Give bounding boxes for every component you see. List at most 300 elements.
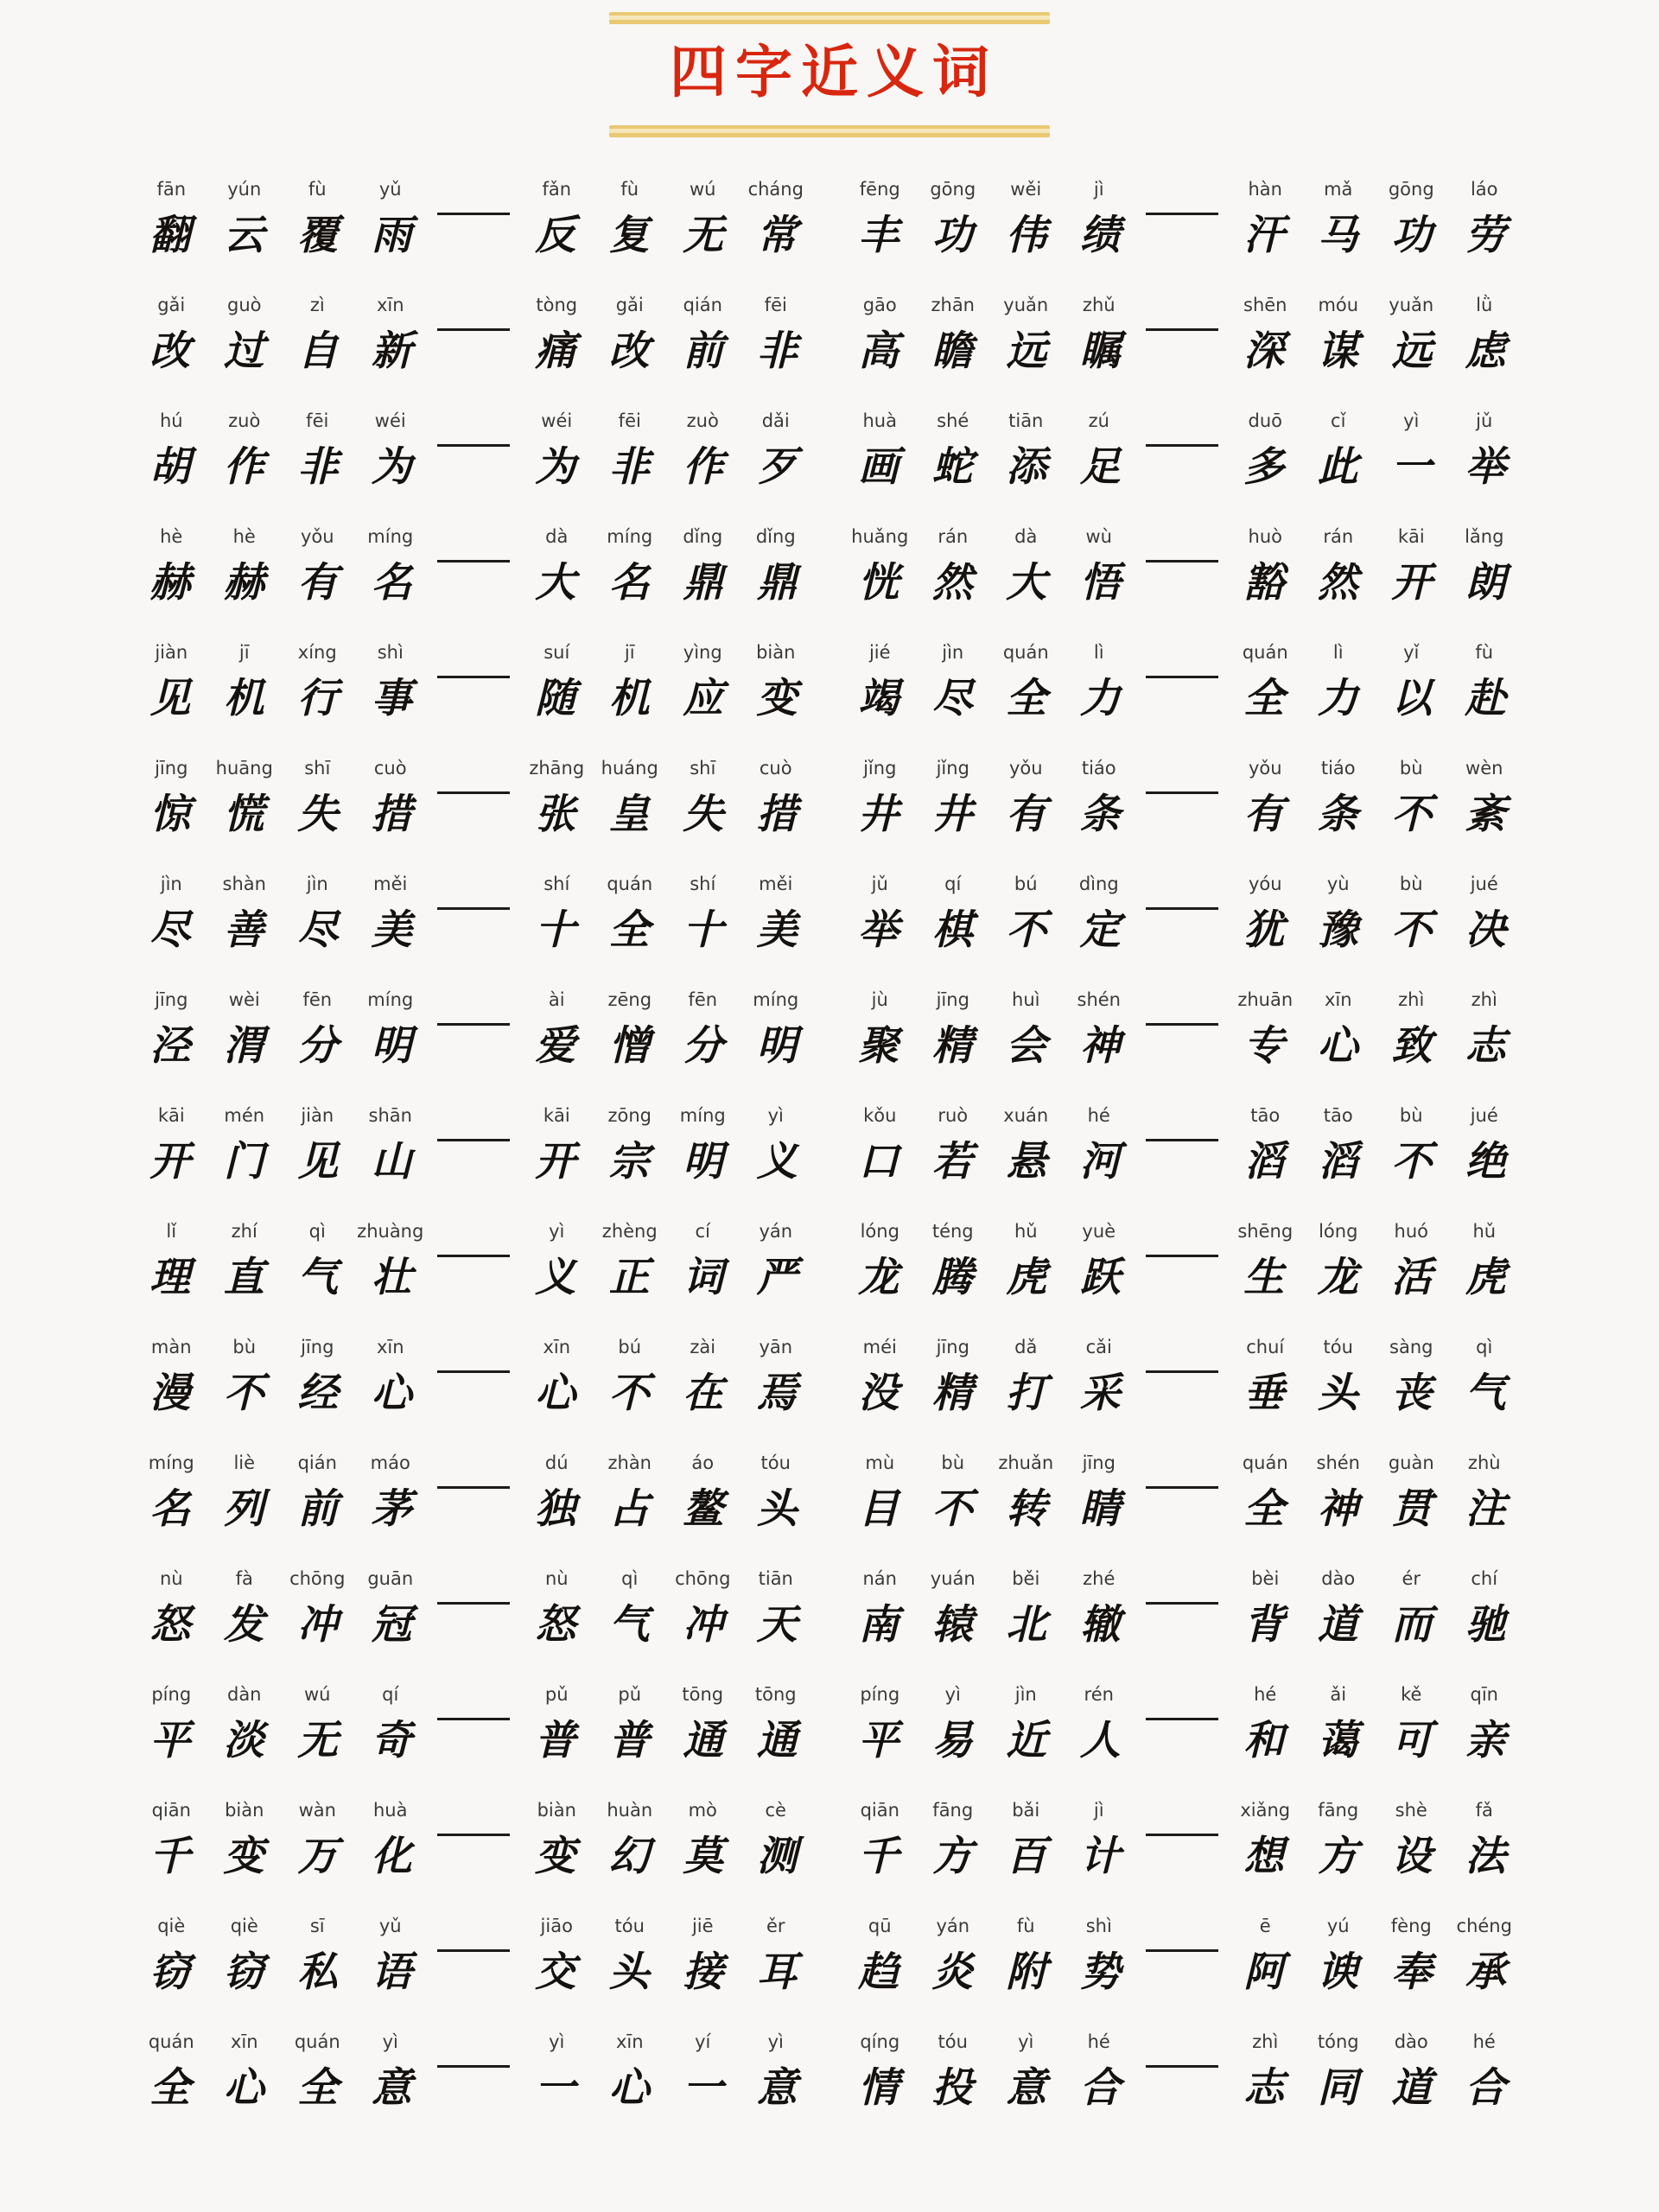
- hanzi-character: 神: [1079, 1023, 1121, 1069]
- hanzi-character: 意: [1006, 2065, 1047, 2111]
- pinyin-syllable: fǎn: [542, 178, 572, 200]
- idiom-term-right: [515, 1217, 817, 1303]
- hanzi-character: 不: [223, 1370, 264, 1416]
- hanzi-row: [515, 1477, 817, 1535]
- hanzi-character: 蔼: [1317, 1718, 1358, 1764]
- pinyin-syllable: bù: [232, 1336, 257, 1357]
- hanzi-row: [130, 1014, 432, 1071]
- pinyin-row: [515, 1449, 817, 1473]
- equivalence-dash: [432, 1223, 515, 1290]
- hanzi-character: 分: [683, 1023, 724, 1069]
- idiom-pair-row: [838, 175, 1529, 291]
- pinyin-syllable: mǎ: [1324, 178, 1353, 200]
- hanzi-character: 附: [1006, 1949, 1047, 1995]
- equivalence-dash: [432, 2033, 515, 2101]
- idiom-term-right: [515, 986, 817, 1071]
- pinyin-syllable: cǎi: [1085, 1336, 1112, 1357]
- pinyin-syllable: yǔ: [378, 1915, 402, 1936]
- hanzi-character: 添: [1006, 444, 1047, 490]
- hanzi-character: 朗: [1465, 560, 1506, 606]
- pinyin-syllable: tóu: [760, 1452, 791, 1473]
- hanzi-character: 语: [371, 1949, 412, 1995]
- idiom-pair-row: [838, 1102, 1529, 1217]
- hanzi-character: 非: [608, 444, 650, 490]
- idiom-term-left: [838, 1333, 1141, 1419]
- pinyin-row: [838, 1681, 1141, 1705]
- hanzi-character: 方: [1317, 1834, 1358, 1879]
- pinyin-syllable: tóu: [1323, 1336, 1353, 1357]
- hanzi-character: 有: [1006, 791, 1047, 837]
- hanzi-character: 注: [1465, 1486, 1506, 1532]
- hanzi-character: 无: [297, 1718, 339, 1764]
- hanzi-character: 不: [1006, 907, 1047, 953]
- pinyin-syllable: qiè: [157, 1915, 186, 1936]
- pinyin-row: [515, 1681, 817, 1705]
- hanzi-character: 瞻: [931, 328, 973, 374]
- idiom-term-right: [515, 639, 817, 724]
- pinyin-row: [515, 1912, 817, 1936]
- pinyin-syllable: shén: [1316, 1452, 1360, 1473]
- hanzi-row: [838, 782, 1141, 840]
- hanzi-character: 歹: [756, 444, 798, 490]
- pinyin-syllable: bú: [618, 1336, 642, 1357]
- hanzi-row: [515, 1824, 817, 1882]
- hanzi-character: 自: [297, 328, 339, 374]
- pinyin-syllable: jīng: [155, 988, 188, 1010]
- idiom-term-right: [515, 870, 817, 956]
- pinyin-syllable: lì: [1332, 641, 1344, 663]
- hanzi-row: [515, 1592, 817, 1650]
- pinyin-row: [1224, 175, 1526, 200]
- pinyin-row: [838, 1217, 1141, 1242]
- hanzi-row: [838, 1014, 1141, 1071]
- hanzi-character: 合: [1465, 2065, 1506, 2111]
- pinyin-syllable: hǔ: [1014, 1220, 1038, 1242]
- hanzi-character: 事: [371, 676, 412, 721]
- hanzi-character: 豫: [1317, 907, 1358, 953]
- hanzi-character: 全: [297, 2065, 339, 2111]
- pinyin-syllable: yuǎn: [1389, 294, 1434, 315]
- hanzi-character: 全: [149, 2065, 191, 2111]
- hanzi-row: [515, 1129, 817, 1187]
- hanzi-character: 泾: [149, 1023, 191, 1069]
- hanzi-character: 天: [756, 1602, 798, 1648]
- pinyin-syllable: gāo: [862, 294, 897, 315]
- pinyin-syllable: zhǔ: [1082, 294, 1116, 315]
- idiom-columns: [0, 175, 1659, 2144]
- hanzi-character: 志: [1465, 1023, 1506, 1069]
- pinyin-syllable: qū: [868, 1915, 892, 1936]
- pinyin-syllable: jīng: [936, 988, 969, 1010]
- hanzi-character: 爱: [535, 1023, 576, 1069]
- pinyin-syllable: lǐ: [166, 1220, 177, 1242]
- hanzi-character: 滔: [1243, 1139, 1285, 1185]
- hanzi-character: 采: [1079, 1370, 1121, 1416]
- pinyin-syllable: yuǎn: [1003, 294, 1049, 315]
- hanzi-character: 通: [756, 1718, 798, 1764]
- pinyin-syllable: tōng: [754, 1683, 797, 1705]
- hanzi-character: 措: [371, 791, 412, 837]
- pinyin-syllable: bù: [941, 1452, 965, 1473]
- hanzi-character: 气: [608, 1602, 650, 1648]
- pinyin-syllable: fēn: [688, 988, 718, 1010]
- pinyin-syllable: qì: [308, 1220, 326, 1242]
- hanzi-character: 机: [608, 676, 650, 721]
- hanzi-character: 明: [371, 1023, 412, 1069]
- hanzi-character: 志: [1243, 2065, 1285, 2111]
- pinyin-syllable: jì: [1093, 178, 1104, 200]
- hanzi-character: 善: [223, 907, 264, 953]
- pinyin-syllable: jǐng: [936, 757, 969, 779]
- hanzi-character: 而: [1391, 1602, 1433, 1648]
- pinyin-syllable: bù: [1399, 757, 1423, 779]
- idiom-term-left: [838, 407, 1141, 493]
- pinyin-syllable: gōng: [1388, 178, 1434, 200]
- pinyin-syllable: zhé: [1083, 1567, 1116, 1589]
- pinyin-syllable: huó: [1394, 1220, 1428, 1242]
- pinyin-syllable: jìn: [160, 873, 182, 894]
- hanzi-character: 焉: [756, 1370, 798, 1416]
- hanzi-character: 常: [756, 213, 798, 258]
- idiom-term-left: [838, 870, 1141, 956]
- hanzi-character: 远: [1006, 328, 1047, 374]
- hanzi-character: 壮: [371, 1255, 412, 1300]
- pinyin-syllable: mò: [688, 1799, 717, 1821]
- pinyin-syllable: guàn: [1388, 1452, 1434, 1473]
- pinyin-syllable: yìng: [683, 641, 722, 663]
- pinyin-syllable: shé: [937, 410, 969, 431]
- hanzi-character: 举: [858, 907, 899, 953]
- pinyin-syllable: tōng: [682, 1683, 724, 1705]
- hanzi-character: 前: [297, 1486, 339, 1532]
- pinyin-syllable: shēng: [1237, 1220, 1294, 1242]
- pinyin-syllable: jìn: [942, 641, 964, 663]
- pinyin-syllable: zhuàng: [357, 1220, 424, 1242]
- hanzi-row: [1224, 1940, 1526, 1998]
- pinyin-syllable: cǐ: [1331, 410, 1346, 431]
- hanzi-character: 辙: [1079, 1602, 1121, 1648]
- pinyin-syllable: huì: [1012, 988, 1040, 1010]
- pinyin-syllable: xīn: [615, 2031, 644, 2052]
- hanzi-character: 近: [1006, 1718, 1047, 1764]
- pinyin-row: [838, 291, 1141, 315]
- pinyin-syllable: yún: [227, 178, 262, 200]
- idiom-column-left: [130, 175, 821, 2144]
- hanzi-character: 奇: [371, 1718, 412, 1764]
- equivalence-dash: [432, 1570, 515, 1637]
- idiom-term-right: [515, 1333, 817, 1419]
- hanzi-character: 雨: [371, 213, 412, 258]
- equivalence-dash: [432, 1107, 515, 1174]
- hanzi-row: [130, 203, 432, 261]
- pinyin-syllable: chōng: [289, 1567, 346, 1589]
- hanzi-character: 人: [1079, 1718, 1121, 1764]
- pinyin-syllable: qì: [621, 1567, 639, 1589]
- hanzi-character: 意: [756, 2065, 798, 2111]
- hanzi-character: 犹: [1243, 907, 1285, 953]
- idiom-term-right: [1224, 291, 1526, 377]
- idiom-term-right: [1224, 407, 1526, 493]
- pinyin-syllable: zhì: [1471, 988, 1497, 1010]
- pinyin-syllable: fēn: [302, 988, 333, 1010]
- pinyin-syllable: quán: [607, 873, 653, 894]
- hanzi-character: 茅: [371, 1486, 412, 1532]
- pinyin-row: [515, 986, 817, 1010]
- hanzi-character: 覆: [297, 213, 339, 258]
- pinyin-syllable: qíng: [860, 2031, 900, 2052]
- hanzi-row: [515, 1940, 817, 1998]
- pinyin-syllable: chuí: [1246, 1336, 1285, 1357]
- idiom-pair-row: [130, 1217, 821, 1333]
- hanzi-character: 精: [931, 1023, 973, 1069]
- pinyin-syllable: ruò: [938, 1104, 969, 1126]
- pinyin-syllable: yán: [936, 1915, 970, 1936]
- hanzi-character: 高: [858, 328, 899, 374]
- pinyin-syllable: yóu: [1248, 873, 1282, 894]
- hanzi-character: 井: [931, 791, 973, 837]
- hanzi-character: 紊: [1465, 791, 1506, 837]
- idiom-pair-row: [838, 291, 1529, 407]
- pinyin-row: [515, 754, 817, 779]
- pinyin-syllable: wéi: [374, 410, 406, 431]
- pinyin-syllable: quán: [1242, 1452, 1288, 1473]
- hanzi-character: 设: [1391, 1834, 1433, 1879]
- hanzi-character: 怒: [535, 1602, 576, 1648]
- hanzi-row: [130, 782, 432, 840]
- hanzi-character: 恍: [858, 560, 899, 606]
- pinyin-row: [838, 2028, 1141, 2052]
- hanzi-character: 虎: [1465, 1255, 1506, 1300]
- hanzi-character: 绩: [1079, 213, 1121, 258]
- hanzi-character: 变: [223, 1834, 264, 1879]
- hanzi-row: [130, 550, 432, 608]
- pinyin-row: [1224, 754, 1526, 779]
- pinyin-syllable: kě: [1401, 1683, 1422, 1705]
- pinyin-syllable: rán: [1323, 525, 1354, 547]
- equivalence-dash: [1141, 1107, 1224, 1174]
- hanzi-character: 非: [297, 444, 339, 490]
- hanzi-character: 名: [371, 560, 412, 606]
- hanzi-row: [130, 2056, 432, 2113]
- hanzi-character: 方: [931, 1834, 973, 1879]
- pinyin-row: [130, 639, 432, 663]
- pinyin-row: [130, 870, 432, 894]
- pinyin-syllable: xīn: [543, 1336, 571, 1357]
- pinyin-syllable: dǎ: [1014, 1336, 1038, 1357]
- pinyin-syllable: guān: [367, 1567, 414, 1589]
- hanzi-character: 气: [297, 1255, 339, 1300]
- hanzi-row: [1224, 898, 1526, 956]
- hanzi-character: 经: [297, 1370, 339, 1416]
- pinyin-syllable: bù: [1399, 873, 1423, 894]
- pinyin-row: [1224, 870, 1526, 894]
- hanzi-character: 应: [683, 676, 724, 721]
- pinyin-syllable: fēi: [306, 410, 329, 431]
- hanzi-character: 发: [223, 1602, 264, 1648]
- idiom-term-right: [1224, 639, 1526, 724]
- pinyin-row: [130, 1217, 432, 1242]
- pinyin-syllable: jīng: [155, 757, 188, 779]
- hanzi-character: 滔: [1317, 1139, 1358, 1185]
- hanzi-row: [1224, 666, 1526, 724]
- pinyin-syllable: jǔ: [1476, 410, 1493, 431]
- idiom-term-left: [838, 2028, 1141, 2113]
- pinyin-syllable: yì: [382, 2031, 398, 2052]
- pinyin-syllable: fāng: [1318, 1799, 1359, 1821]
- pinyin-syllable: zú: [1088, 410, 1109, 431]
- pinyin-syllable: dǐng: [755, 525, 796, 547]
- hanzi-character: 严: [756, 1255, 798, 1300]
- pinyin-syllable: kāi: [157, 1104, 185, 1126]
- hanzi-character: 千: [858, 1834, 899, 1879]
- pinyin-syllable: jī: [624, 641, 635, 663]
- hanzi-character: 汗: [1243, 213, 1285, 258]
- pinyin-syllable: zhì: [1398, 988, 1425, 1010]
- pinyin-syllable: nù: [159, 1567, 183, 1589]
- pinyin-syllable: shēn: [1243, 294, 1287, 315]
- idiom-pair-row: [130, 523, 821, 639]
- equivalence-dash: [1141, 528, 1224, 595]
- pinyin-syllable: hè: [160, 525, 183, 547]
- pinyin-syllable: bèi: [1251, 1567, 1280, 1589]
- hanzi-row: [1224, 2056, 1526, 2113]
- pinyin-row: [1224, 1449, 1526, 1473]
- hanzi-row: [130, 1824, 432, 1882]
- hanzi-character: 憎: [608, 1023, 650, 1069]
- pinyin-row: [1224, 1217, 1526, 1242]
- pinyin-syllable: fēi: [764, 294, 787, 315]
- pinyin-syllable: sàng: [1389, 1336, 1433, 1357]
- idiom-term-right: [515, 1912, 817, 1998]
- hanzi-character: 幻: [608, 1834, 650, 1879]
- hanzi-character: 活: [1391, 1255, 1433, 1300]
- hanzi-row: [838, 1477, 1141, 1535]
- hanzi-character: 复: [608, 213, 650, 258]
- pinyin-syllable: fāng: [932, 1799, 974, 1821]
- pinyin-syllable: lóng: [1319, 1220, 1358, 1242]
- pinyin-syllable: shī: [690, 757, 716, 779]
- pinyin-syllable: fù: [1016, 1915, 1035, 1936]
- hanzi-character: 头: [756, 1486, 798, 1532]
- hanzi-character: 正: [608, 1255, 650, 1300]
- pinyin-syllable: yú: [1326, 1915, 1350, 1936]
- pinyin-row: [130, 2028, 432, 2052]
- hanzi-character: 一: [535, 2065, 576, 2111]
- hanzi-character: 头: [608, 1949, 650, 1995]
- hanzi-character: 深: [1243, 328, 1285, 374]
- hanzi-character: 化: [371, 1834, 412, 1879]
- hanzi-character: 伟: [1006, 213, 1047, 258]
- hanzi-character: 山: [371, 1139, 412, 1185]
- pinyin-syllable: xuán: [1003, 1104, 1049, 1126]
- idiom-pair-row: [130, 870, 821, 986]
- pinyin-syllable: tóng: [1317, 2031, 1359, 2052]
- hanzi-character: 目: [858, 1486, 899, 1532]
- hanzi-character: 多: [1243, 444, 1285, 490]
- equivalence-dash: [1141, 296, 1224, 364]
- pinyin-syllable: fù: [1475, 641, 1494, 663]
- hanzi-character: 井: [858, 791, 899, 837]
- pinyin-row: [130, 986, 432, 1010]
- pinyin-syllable: yì: [767, 1104, 784, 1126]
- hanzi-character: 然: [931, 560, 973, 606]
- pinyin-syllable: yān: [759, 1336, 793, 1357]
- hanzi-character: 见: [149, 676, 191, 721]
- hanzi-character: 云: [223, 213, 264, 258]
- equivalence-dash: [432, 1802, 515, 1869]
- pinyin-row: [838, 1796, 1141, 1821]
- idiom-term-right: [515, 1796, 817, 1882]
- pinyin-row: [515, 523, 817, 547]
- pinyin-syllable: gōng: [930, 178, 976, 200]
- pinyin-syllable: huò: [1248, 525, 1282, 547]
- pinyin-syllable: liè: [233, 1452, 256, 1473]
- pinyin-syllable: wú: [690, 178, 716, 200]
- hanzi-character: 在: [683, 1370, 724, 1416]
- pinyin-row: [515, 175, 817, 200]
- idiom-pair-row: [130, 1796, 821, 1912]
- hanzi-character: 以: [1391, 676, 1433, 721]
- hanzi-character: 转: [1006, 1486, 1047, 1532]
- pinyin-syllable: láo: [1470, 178, 1498, 200]
- pinyin-syllable: sī: [309, 1915, 325, 1936]
- hanzi-character: 功: [931, 213, 973, 258]
- pinyin-syllable: míng: [607, 525, 653, 547]
- pinyin-syllable: dà: [1014, 525, 1038, 547]
- pinyin-row: [1224, 291, 1526, 315]
- pinyin-syllable: shí: [690, 873, 716, 894]
- hanzi-character: 赫: [149, 560, 191, 606]
- hanzi-row: [1224, 1129, 1526, 1187]
- idiom-term-right: [1224, 1449, 1526, 1535]
- hanzi-character: 悟: [1079, 560, 1121, 606]
- equivalence-dash: [1141, 875, 1224, 943]
- pinyin-syllable: xīn: [230, 2031, 258, 2052]
- hanzi-character: 豁: [1243, 560, 1285, 606]
- idiom-term-left: [130, 2028, 432, 2113]
- hanzi-character: 心: [535, 1370, 576, 1416]
- pinyin-syllable: rán: [938, 525, 969, 547]
- hanzi-character: 神: [1317, 1486, 1358, 1532]
- pinyin-row: [1224, 639, 1526, 663]
- equivalence-dash: [1141, 1570, 1224, 1637]
- hanzi-character: 垂: [1243, 1370, 1285, 1416]
- idiom-term-left: [838, 175, 1141, 261]
- hanzi-character: 一: [1391, 444, 1433, 490]
- hanzi-character: 翻: [149, 213, 191, 258]
- title-block: [0, 0, 1659, 137]
- pinyin-syllable: cháng: [747, 178, 804, 200]
- pinyin-syllable: jīng: [301, 1336, 334, 1357]
- idiom-pair-row: [838, 986, 1529, 1102]
- hanzi-character: 大: [1006, 560, 1047, 606]
- idiom-pair-row: [130, 1681, 821, 1796]
- pinyin-row: [515, 1333, 817, 1357]
- idiom-term-right: [1224, 1681, 1526, 1766]
- pinyin-syllable: wěi: [1010, 178, 1042, 200]
- pinyin-row: [515, 1217, 817, 1242]
- pinyin-syllable: míng: [367, 525, 414, 547]
- idiom-pair-row: [838, 407, 1529, 523]
- pinyin-syllable: jiē: [691, 1915, 714, 1936]
- hanzi-character: 若: [931, 1139, 973, 1185]
- pinyin-syllable: zhuǎn: [998, 1452, 1054, 1473]
- idiom-term-left: [130, 1102, 432, 1187]
- hanzi-character: 通: [683, 1718, 724, 1764]
- pinyin-syllable: qiān: [860, 1799, 899, 1821]
- hanzi-character: 赫: [223, 560, 264, 606]
- pinyin-syllable: qí: [944, 873, 962, 894]
